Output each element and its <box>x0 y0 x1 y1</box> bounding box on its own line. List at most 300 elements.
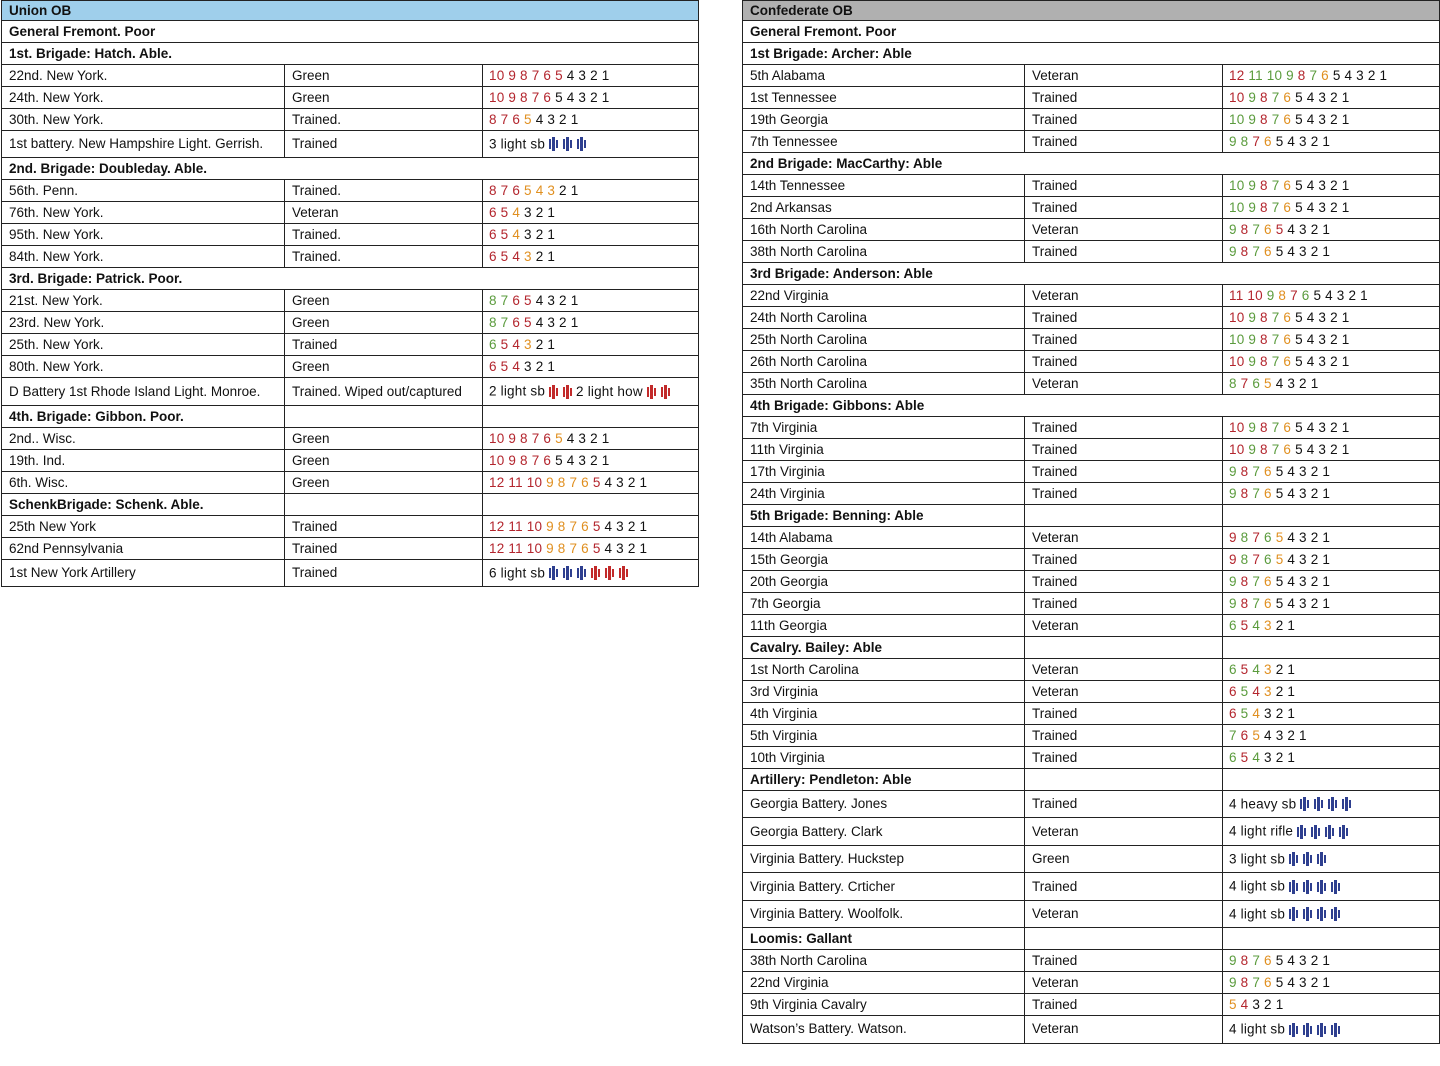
strength-step: 11 <box>1229 288 1244 303</box>
section-header-row <box>743 769 1440 791</box>
strength-step: 6 <box>1264 953 1272 969</box>
cannon-icon <box>619 566 628 580</box>
unit-name: 84th. New York. <box>2 246 285 268</box>
gun-group <box>1297 825 1348 839</box>
strength-step: 2 <box>1310 222 1319 237</box>
strength-track <box>483 87 699 109</box>
unit-quality: Trained. <box>285 224 483 246</box>
strength-step: 8 <box>489 183 497 199</box>
strength-step: 8 <box>1260 112 1268 127</box>
strength-track <box>1223 725 1440 747</box>
unit-row <box>743 681 1440 703</box>
unit-row <box>743 571 1440 593</box>
unit-quality: Veteran <box>1025 285 1223 307</box>
strength-step: 1 <box>1287 750 1296 765</box>
strength-step: 5 <box>1295 310 1303 325</box>
unit-row <box>2 537 699 559</box>
unit-quality: Veteran <box>285 202 483 224</box>
section-header-row <box>743 153 1440 175</box>
strength-step: 7 <box>500 112 509 127</box>
cannon-icon <box>563 137 572 151</box>
cannon-icon <box>1303 880 1312 894</box>
cannon-icon <box>577 566 586 580</box>
unit-name: 35th North Carolina <box>743 373 1025 395</box>
unit-name: 25th New York <box>2 515 285 537</box>
unit-row <box>743 307 1440 329</box>
strength-step: 8 <box>520 68 528 83</box>
gun-group <box>647 385 670 399</box>
cannon-icon <box>1331 880 1340 894</box>
strength-step: 4 <box>1287 596 1296 611</box>
strength-step: 5 <box>1275 530 1284 545</box>
unit-quality: Green <box>285 290 483 312</box>
strength-step: 1 <box>547 205 556 221</box>
empty-cell <box>483 405 699 427</box>
artillery-label: 4 light sb <box>1229 878 1286 894</box>
cannon-icon <box>549 385 558 399</box>
gun-group <box>549 137 586 151</box>
confederate-ob-body <box>743 21 1440 1044</box>
strength-track <box>483 334 699 356</box>
cannon-icon <box>563 566 572 580</box>
strength-step: 5 <box>1275 953 1284 969</box>
strength-step: 8 <box>1260 178 1268 193</box>
strength-step: 6 <box>1264 134 1272 149</box>
strength-step: 3 <box>616 540 624 556</box>
strength-step: 6 <box>1264 222 1272 237</box>
unit-row <box>743 1016 1440 1043</box>
strength-step: 1 <box>570 293 579 309</box>
unit-row <box>2 356 699 378</box>
unit-name: 10th Virginia <box>743 747 1025 769</box>
strength-step: 1 <box>570 315 579 331</box>
unit-quality: Green <box>285 312 483 334</box>
unit-row <box>743 351 1440 373</box>
strength-step: 3 <box>1264 706 1272 721</box>
strength-step: 6 <box>489 205 497 221</box>
strength-step: 10 <box>1266 68 1283 83</box>
unit-quality: Trained <box>1025 873 1223 900</box>
cannon-icon <box>1339 825 1348 839</box>
strength-step: 5 <box>1295 112 1303 127</box>
strength-step: 2 <box>590 68 598 83</box>
strength-step: 2 <box>1330 178 1338 193</box>
strength-step: 9 <box>1286 68 1294 83</box>
strength-step: 7 <box>1229 728 1237 743</box>
strength-step: 2 <box>1299 376 1307 391</box>
strength-step: 10 <box>1229 112 1245 127</box>
strength-step: 4 <box>566 452 575 468</box>
strength-step: 4 <box>512 249 521 265</box>
unit-row <box>2 202 699 224</box>
strength-step: 4 <box>535 315 544 331</box>
cannon-icon <box>1331 907 1340 921</box>
section-header-row <box>743 395 1440 417</box>
strength-step: 2 <box>559 293 567 309</box>
empty-cell <box>285 493 483 515</box>
strength-step: 9 <box>1248 332 1257 347</box>
strength-step: 2 <box>627 518 636 534</box>
section-header-row <box>743 21 1440 43</box>
strength-step: 3 <box>1318 178 1327 193</box>
strength-step: 9 <box>546 540 554 556</box>
strength-step: 7 <box>1252 975 1261 991</box>
strength-step: 6 <box>1264 975 1272 991</box>
strength-step: 1 <box>1275 997 1284 1013</box>
unit-row <box>2 290 699 312</box>
strength-track <box>1223 659 1440 681</box>
strength-step: 5 <box>1295 178 1303 193</box>
unit-quality: Veteran <box>1025 219 1223 241</box>
strength-track <box>1223 950 1440 972</box>
strength-step: 9 <box>508 452 517 468</box>
cannon-icon <box>1289 852 1298 866</box>
strength-step: 5 <box>500 337 509 353</box>
strength-step: 9 <box>1248 420 1257 435</box>
strength-step: 3 <box>616 474 624 490</box>
unit-quality: Trained <box>1025 725 1223 747</box>
unit-row <box>743 65 1440 87</box>
unit-row <box>2 65 699 87</box>
strength-step: 8 <box>557 518 566 534</box>
section-header-row <box>743 928 1440 950</box>
unit-row <box>743 615 1440 637</box>
strength-step: 9 <box>1229 530 1237 545</box>
unit-quality: Veteran <box>1025 681 1223 703</box>
unit-quality: Trained <box>1025 439 1223 461</box>
artillery-label: 4 light sb <box>1229 1021 1286 1037</box>
strength-step: 5 <box>1240 618 1249 633</box>
unit-quality: Trained <box>1025 87 1223 109</box>
strength-step: 4 <box>1252 684 1261 699</box>
gun-group <box>1300 797 1351 811</box>
strength-step: 2 <box>1330 200 1338 215</box>
strength-step: 9 <box>1229 552 1237 567</box>
strength-step: 5 <box>500 205 509 221</box>
cannon-icon <box>1314 797 1323 811</box>
unit-row <box>743 950 1440 972</box>
strength-step: 2 <box>1275 662 1284 677</box>
strength-step: 1 <box>547 249 556 265</box>
strength-step: 8 <box>520 90 528 105</box>
strength-step: 6 <box>1283 332 1292 347</box>
strength-step: 5 <box>500 359 509 375</box>
strength-track <box>483 471 699 493</box>
strength-step: 3 <box>1299 552 1307 567</box>
strength-step: 4 <box>1306 420 1315 435</box>
section-header: 5th Brigade: Benning: Able <box>743 505 1025 527</box>
strength-step: 7 <box>1271 420 1280 435</box>
unit-row <box>743 873 1440 900</box>
cannon-icon <box>577 137 586 151</box>
strength-step: 10 <box>1229 310 1245 325</box>
strength-track <box>483 537 699 559</box>
union-ob-table <box>1 0 699 587</box>
strength-step: 6 <box>1264 244 1272 259</box>
strength-step: 10 <box>1229 90 1245 105</box>
strength-step: 3 <box>1299 975 1307 991</box>
strength-step: 1 <box>1341 354 1350 369</box>
unit-row <box>743 659 1440 681</box>
strength-step: 6 <box>1283 200 1292 215</box>
strength-step: 7 <box>1252 222 1261 237</box>
strength-step: 8 <box>489 293 497 309</box>
strength-step: 5 <box>555 430 563 446</box>
strength-step: 2 <box>1310 244 1319 259</box>
strength-step: 6 <box>543 452 552 468</box>
strength-step: 8 <box>520 430 528 446</box>
strength-step: 4 <box>535 293 544 309</box>
strength-step: 7 <box>500 315 509 331</box>
strength-step: 2 <box>559 112 567 127</box>
cannon-icon <box>1303 1023 1312 1037</box>
unit-row <box>743 549 1440 571</box>
strength-step: 12 <box>1229 68 1245 83</box>
strength-step: 5 <box>1332 68 1341 83</box>
strength-track <box>483 224 699 246</box>
unit-quality: Veteran <box>1025 615 1223 637</box>
strength-step: 1 <box>1341 332 1350 347</box>
strength-step: 4 <box>1306 332 1315 347</box>
strength-step: 10 <box>526 540 543 556</box>
unit-row <box>2 471 699 493</box>
unit-row <box>2 378 699 405</box>
strength-step: 6 <box>1229 750 1237 765</box>
cannon-icon <box>1317 1023 1326 1037</box>
strength-track <box>1223 87 1440 109</box>
strength-step: 2 <box>1310 552 1319 567</box>
strength-step: 4 <box>566 430 575 446</box>
unit-name: Georgia Battery. Jones <box>743 791 1025 818</box>
cannon-icon <box>1303 907 1312 921</box>
unit-row <box>743 527 1440 549</box>
strength-step: 5 <box>1240 706 1249 721</box>
strength-track <box>1223 615 1440 637</box>
strength-step: 6 <box>581 540 589 556</box>
strength-step: 6 <box>581 474 589 490</box>
strength-step: 9 <box>1229 244 1237 259</box>
strength-step: 1 <box>1341 310 1350 325</box>
strength-track <box>1223 109 1440 131</box>
unit-row <box>743 994 1440 1016</box>
unit-name: 22nd Virginia <box>743 972 1025 994</box>
unit-quality: Green <box>285 65 483 87</box>
strength-step: 5 <box>1240 750 1249 765</box>
strength-track <box>483 515 699 537</box>
unit-quality: Trained <box>1025 703 1223 725</box>
strength-step: 2 <box>1275 706 1284 721</box>
unit-name: 14th Tennessee <box>743 175 1025 197</box>
strength-step: 8 <box>1240 530 1249 545</box>
strength-step: 3 <box>1299 244 1307 259</box>
unit-name: 26th North Carolina <box>743 351 1025 373</box>
strength-step: 3 <box>524 359 532 375</box>
unit-quality: Trained <box>1025 994 1223 1016</box>
strength-track <box>1223 461 1440 483</box>
strength-step: 2 <box>1275 750 1284 765</box>
unit-row <box>2 559 699 586</box>
cannon-icon <box>1300 797 1309 811</box>
strength-step: 6 <box>1264 530 1272 545</box>
unit-name: 5th Alabama <box>743 65 1025 87</box>
unit-row <box>2 180 699 202</box>
strength-step: 8 <box>1260 90 1268 105</box>
strength-track <box>1223 681 1440 703</box>
section-header-row <box>2 268 699 290</box>
cannon-icon <box>1342 797 1351 811</box>
strength-step: 9 <box>1229 464 1237 479</box>
strength-step: 10 <box>489 452 505 468</box>
section-header: 4th Brigade: Gibbons: Able <box>743 395 1440 417</box>
unit-row <box>743 329 1440 351</box>
unit-row <box>2 246 699 268</box>
strength-step: 9 <box>508 68 517 83</box>
strength-step: 2 <box>590 452 598 468</box>
strength-step: 6 <box>1229 684 1237 699</box>
unit-name: 1st New York Artillery <box>2 559 285 586</box>
unit-quality: Veteran <box>1025 818 1223 845</box>
strength-step: 9 <box>508 430 517 446</box>
unit-name: 2nd Arkansas <box>743 197 1025 219</box>
strength-step: 2 <box>590 430 598 446</box>
gun-group <box>1289 907 1340 921</box>
strength-step: 6 <box>543 68 552 83</box>
unit-name: 38th North Carolina <box>743 241 1025 263</box>
strength-step: 3 <box>1336 288 1345 303</box>
strength-step: 3 <box>1318 442 1327 457</box>
unit-quality: Trained. <box>285 180 483 202</box>
section-header: 3rd Brigade: Anderson: Able <box>743 263 1440 285</box>
strength-step: 3 <box>1264 750 1272 765</box>
strength-step: 4 <box>1287 464 1296 479</box>
strength-step: 4 <box>604 540 613 556</box>
unit-row <box>743 972 1440 994</box>
strength-step: 3 <box>524 249 532 265</box>
strength-step: 7 <box>1271 332 1280 347</box>
strength-step: 9 <box>1229 134 1237 149</box>
strength-step: 3 <box>1299 464 1307 479</box>
strength-step: 5 <box>500 249 509 265</box>
union-ob-body <box>2 21 699 587</box>
strength-step: 4 <box>535 112 544 127</box>
strength-step: 4 <box>1325 288 1333 303</box>
strength-step: 9 <box>1229 975 1237 991</box>
unit-row <box>2 312 699 334</box>
strength-step: 2 <box>1330 442 1338 457</box>
unit-name: 19th. Ind. <box>2 449 285 471</box>
strength-step: 6 <box>543 430 552 446</box>
section-header: Cavalry. Bailey: Able <box>743 637 1025 659</box>
strength-step: 5 <box>1275 486 1284 501</box>
unit-name: 11th Georgia <box>743 615 1025 637</box>
strength-step: 1 <box>1322 222 1331 237</box>
strength-step: 11 <box>508 540 523 556</box>
strength-track <box>1223 571 1440 593</box>
strength-step: 1 <box>1360 288 1368 303</box>
empty-cell <box>1025 928 1223 950</box>
strength-step: 1 <box>1341 90 1350 105</box>
strength-step: 7 <box>531 90 540 105</box>
cannon-icon <box>1289 907 1298 921</box>
strength-step: 8 <box>520 452 528 468</box>
strength-track <box>1223 900 1440 927</box>
strength-step: 9 <box>1248 354 1257 369</box>
strength-step: 1 <box>1299 728 1307 743</box>
unit-quality: Trained. Wiped out/captured <box>285 378 483 405</box>
unit-name: 6th. Wisc. <box>2 471 285 493</box>
unit-row <box>743 241 1440 263</box>
strength-step: 4 <box>1344 68 1353 83</box>
strength-step: 1 <box>1322 486 1331 501</box>
strength-step: 8 <box>1260 200 1268 215</box>
unit-name: 19th Georgia <box>743 109 1025 131</box>
strength-step: 7 <box>1290 288 1298 303</box>
section-header-row <box>2 493 699 515</box>
strength-step: 11 <box>508 474 523 490</box>
empty-cell <box>1223 637 1440 659</box>
unit-row <box>2 334 699 356</box>
strength-track <box>483 65 699 87</box>
strength-step: 7 <box>1252 134 1261 149</box>
artillery-label: 2 light sb <box>489 383 546 399</box>
strength-step: 5 <box>592 540 601 556</box>
strength-step: 4 <box>512 205 521 221</box>
strength-step: 2 <box>535 205 544 221</box>
section-header-row <box>2 158 699 180</box>
strength-step: 10 <box>489 90 505 105</box>
strength-step: 6 <box>1321 68 1329 83</box>
strength-track <box>1223 197 1440 219</box>
unit-quality: Trained. <box>285 246 483 268</box>
strength-step: 7 <box>569 540 578 556</box>
strength-step: 8 <box>1240 134 1249 149</box>
strength-step: 5 <box>1295 442 1303 457</box>
unit-row <box>743 747 1440 769</box>
strength-step: 9 <box>1229 596 1237 611</box>
strength-step: 6 <box>1264 574 1272 589</box>
strength-step: 2 <box>1330 332 1338 347</box>
unit-row <box>2 109 699 131</box>
strength-step: 11 <box>508 518 523 534</box>
strength-step: 4 <box>1287 222 1296 237</box>
strength-step: 8 <box>1240 975 1249 991</box>
cannon-icon <box>1328 797 1337 811</box>
strength-step: 7 <box>1271 354 1280 369</box>
strength-step: 6 <box>512 112 521 127</box>
unit-name: 17th Virginia <box>743 461 1025 483</box>
section-header: 1st. Brigade: Hatch. Able. <box>2 43 699 65</box>
strength-step: 2 <box>1310 574 1319 589</box>
unit-name: Virginia Battery. Woolfolk. <box>743 900 1025 927</box>
artillery-label: 4 heavy sb <box>1229 796 1297 812</box>
unit-name: 2nd.. Wisc. <box>2 427 285 449</box>
unit-row <box>743 461 1440 483</box>
unit-row <box>743 818 1440 845</box>
strength-step: 4 <box>1287 486 1296 501</box>
unit-quality: Trained <box>285 131 483 158</box>
unit-quality: Trained <box>285 537 483 559</box>
section-header: 4th. Brigade: Gibbon. Poor. <box>2 405 285 427</box>
artillery-label: 4 light sb <box>1229 906 1286 922</box>
strength-step: 9 <box>1248 90 1257 105</box>
cannon-icon <box>1311 825 1320 839</box>
strength-step: 2 <box>1275 684 1284 699</box>
strength-step: 4 <box>1287 530 1296 545</box>
strength-step: 10 <box>1247 288 1263 303</box>
strength-step: 2 <box>1310 134 1319 149</box>
unit-name: 24th. New York. <box>2 87 285 109</box>
strength-step: 8 <box>1240 222 1249 237</box>
